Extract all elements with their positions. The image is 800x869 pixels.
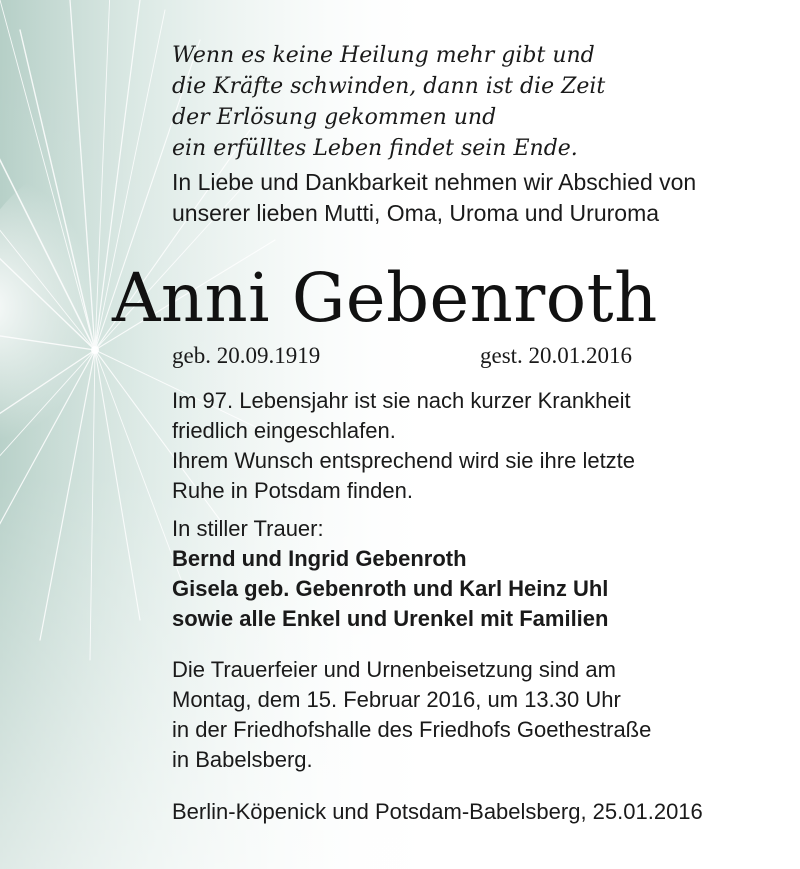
obituary-line: friedlich eingeschlafen. [172,418,396,443]
intro-line: unserer lieben Mutti, Oma, Uroma und Ururoma [172,200,660,226]
poem-line: die Kräfte schwinden, dann ist die Zeit [172,74,606,99]
funeral-line: in der Friedhofshalle des Friedhofs Goethestraße [172,717,652,742]
intro [172,167,782,229]
poem-line: der Erlösung gekommen und [172,105,497,130]
obituary-line: Im 97. Lebensjahr ist sie nach kurzer Krankheit [172,388,631,413]
poem-line: ein erfülltes Leben findet sein Ende. [172,136,578,161]
mourner-line: Bernd und Ingrid Gebenroth [172,546,467,571]
intro-line: In Liebe und Dankbarkeit nehmen wir Abschied von [172,169,697,195]
obituary-line: Ruhe in Potsdam finden. [172,478,413,503]
obituary-text [172,386,782,506]
funeral-line: Montag, dem 15. Februar 2016, um 13.30 Uhr [172,687,621,712]
deceased-name: Anni Gebenroth [112,259,658,337]
mourner-line: Gisela geb. Gebenroth und Karl Heinz Uhl [172,576,609,601]
poem-block [172,40,782,229]
death-date: gest. 20.01.2016 [480,343,633,368]
poem-line: Wenn es keine Heilung mehr gibt und [172,43,595,68]
birth-date: geb. 20.09.1919 [172,343,321,368]
place-date: Berlin-Köpenick und Potsdam-Babelsberg, 25.01.2016 [172,799,703,824]
funeral-line: Die Trauerfeier und Urnenbeisetzung sind am [172,657,616,682]
funeral-line: in Babelsberg. [172,747,313,772]
funeral-info [172,655,782,775]
poem [172,40,782,164]
mourners-block [172,514,782,634]
mourner-line: sowie alle Enkel und Urenkel mit Familien [172,606,609,631]
obituary-line: Ihrem Wunsch entsprechend wird sie ihre letzte [172,448,636,473]
place-date-footer [172,797,782,827]
mourners-intro: In stiller Trauer: [172,516,324,541]
